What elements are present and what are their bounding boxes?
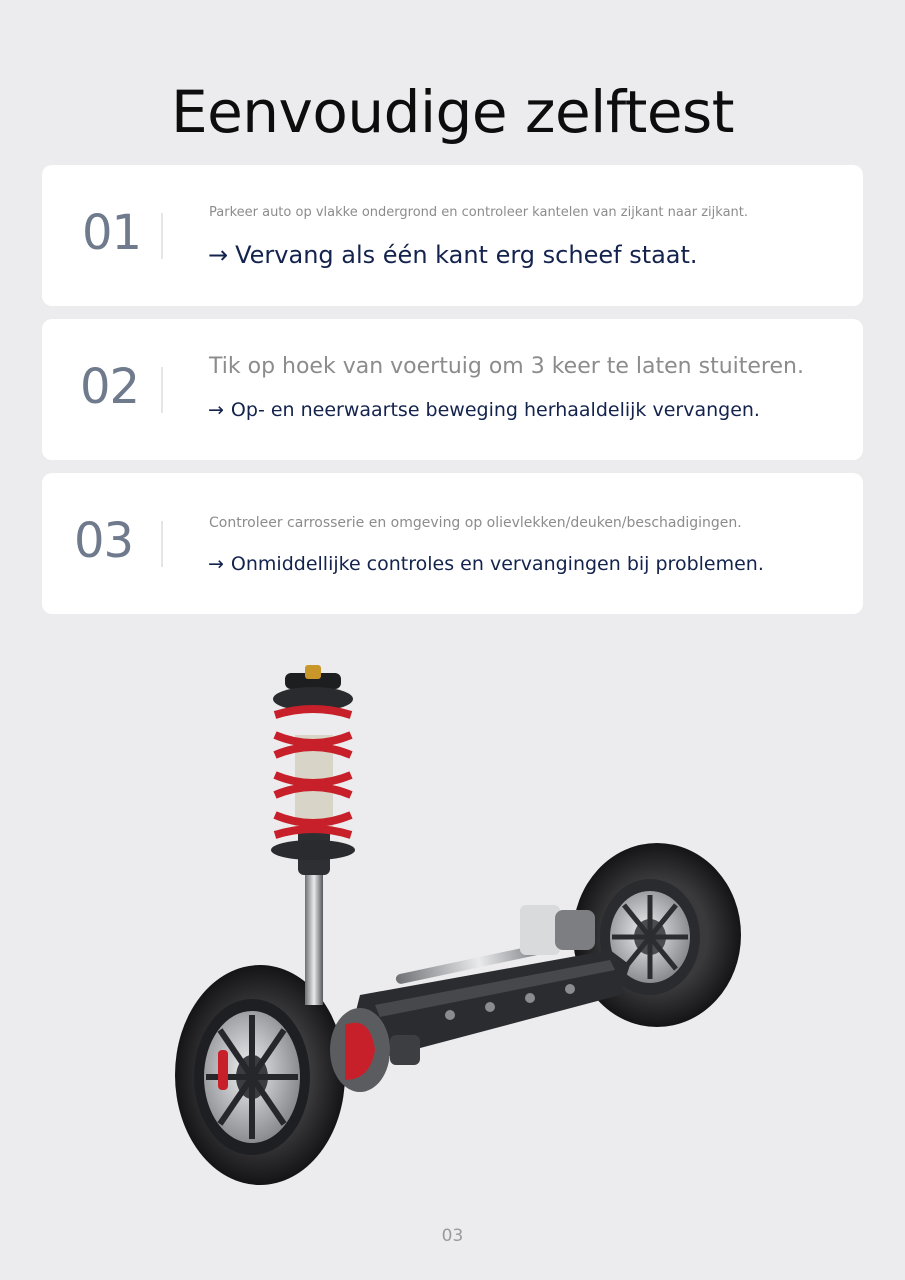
step-action-text: Onmiddellijke controles en vervangingen bij problemen. [230, 553, 764, 575]
suspension-axle-illustration [160, 665, 760, 1205]
step-action [208, 241, 698, 269]
step-action [208, 399, 760, 421]
step-number: 01 [82, 205, 142, 261]
step-card-1 [42, 165, 863, 306]
step-number: 02 [80, 359, 140, 415]
arrow-right-icon: → [208, 399, 224, 421]
page-title: Eenvoudige zelftest [170, 78, 735, 146]
step-description: Parkeer auto op vlakke ondergrond en controleer kantelen van zijkant naar zijkant. [209, 205, 749, 220]
step-action [208, 553, 764, 575]
right-knuckle [520, 905, 595, 955]
page-number: 03 [441, 1226, 464, 1246]
coilover-strut [271, 665, 355, 1005]
step-divider [161, 521, 163, 567]
step-description: Controleer carrosserie en omgeving op olievlekken/deuken/beschadigingen. [209, 515, 742, 531]
step-number: 03 [74, 513, 134, 569]
step-divider [161, 213, 163, 259]
step-divider [161, 367, 163, 413]
step-action-text: Op- en neerwaartse beweging herhaaldelijk vervangen. [230, 399, 760, 421]
step-card-3 [42, 473, 863, 614]
step-card-2 [42, 319, 863, 460]
step-action-text: Vervang als één kant erg scheef staat. [235, 241, 698, 269]
arrow-right-icon: → [208, 241, 229, 269]
step-description: Tik op hoek van voertuig om 3 keer te laten stuiteren. [209, 354, 804, 379]
arrow-right-icon: → [208, 553, 224, 575]
